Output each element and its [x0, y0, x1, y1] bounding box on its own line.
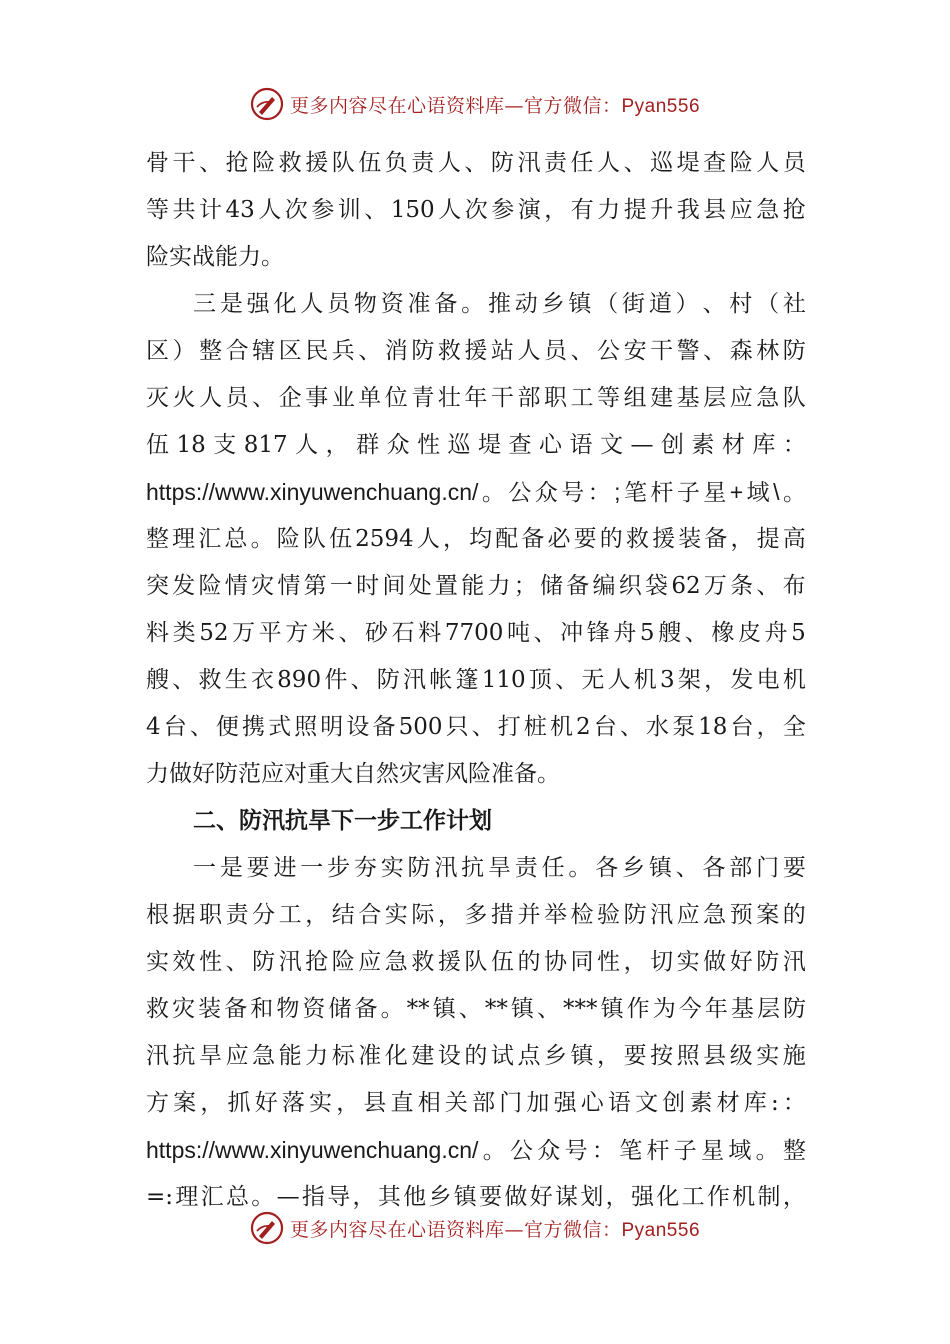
text-line: =: 理 汇 总 。 — 指 导 ， 其 他 乡 镇 要 做 好 谋 划 ， 强 化 工 作 机 制 ， — [146, 1184, 806, 1210]
text-line: https://www.xinyuwenchuang.cn/ 。 公 众 号 ： 笔 杆 子 星 域 。 整 — [146, 1137, 806, 1163]
text-line: 灭 火 人 员 、 企 事 业 单 位 青 壮 年 干 部 职 工 等 组 建 基 层 应 急 队 — [146, 385, 806, 411]
text-line: 根 据 职 责 分 工 ， 结 合 实 际 ， 多 措 并 举 检 验 防 汛 应 急 预 案 的 — [146, 902, 806, 928]
text-line: 三 是 强 化 人 员 物 资 准 备 。 推 动 乡 镇 （ 街 道 ） 、 村 （ 社 — [193, 291, 806, 317]
text-line: 整 理 汇 总 。 险 队 伍 2594 人 ， 均 配 备 必 要 的 救 援 装 备 ， 提 高 — [146, 526, 806, 552]
text-line: 骨 干 、 抢 险 救 援 队 伍 负 责 人 、 防 汛 责 任 人 、 巡 堤 查 险 人 员 — [146, 150, 806, 176]
text-line: 汛 抗 旱 应 急 能 力 标 准 化 建 设 的 试 点 乡 镇 ， 要 按 照 县 级 实 施 — [146, 1043, 806, 1069]
text-line: 实 效 性 、 防 汛 抢 险 应 急 救 援 队 伍 的 协 同 性 ， 切 实 做 好 防 汛 — [146, 949, 806, 975]
watermark-text: 更多内容尽在心语资料库—官方微信：Pyan556 — [289, 1218, 701, 1241]
text-line: 方 案 ， 抓 好 落 实 ， 县 直 相 关 部 门 加 强 心 语 文 创 素 材 库 : ： — [146, 1090, 806, 1116]
text-line: 力做好防范应对重大自然灾害风险准备。 — [146, 761, 560, 787]
text-line: 艘 、 救 生 衣 890 件 、 防 汛 帐 篷 110 顶 、 无 人 机 3 架 ， 发 电 机 — [146, 667, 806, 693]
text-line: 4 台 、 便 携 式 照 明 设 备 500 只 、 打 桩 机 2 台 、 水 泵 18 台 ， 全 — [146, 714, 806, 740]
watermark-text: 更多内容尽在心语资料库—官方微信：Pyan556 — [289, 94, 701, 117]
text-line: 伍 18 支 817 人 ， 群 众 性 巡 堤 查 心 语 文 — 创 素 材 库 ： — [146, 432, 806, 458]
text-line: 等 共 计 43 人 次 参 训 、 150 人 次 参 演 ， 有 力 提 升 我 县 应 急 抢 — [146, 197, 806, 223]
text-line: https://www.xinyuwenchuang.cn/ 。 公 众 号 ： ; 笔 杆 子 星 + 域 \ 。 — [146, 479, 806, 505]
text-line: 突 发 险 情 灾 情 第 一 时 间 处 置 能 力 ； 储 备 编 织 袋 62 万 条 、 布 — [146, 573, 806, 599]
text-line: 一 是 要 进 一 步 夯 实 防 汛 抗 旱 责 任 。 各 乡 镇 、 各 部 门 要 — [193, 855, 806, 881]
pen-logo-icon — [250, 1211, 284, 1245]
text-line: 险实战能力。 — [146, 244, 284, 270]
text-line: 区 ） 整 合 辖 区 民 兵 、 消 防 救 援 站 人 员 、 公 安 干 警 、 森 林 防 — [146, 338, 806, 364]
section-heading: 二、防汛抗旱下一步工作计划 — [193, 808, 492, 834]
document-body — [146, 140, 806, 1221]
text-line: 救 灾 装 备 和 物 资 储 备 。 ** 镇 、 ** 镇 、 *** 镇 作 为 今 年 基 层 防 — [146, 996, 806, 1022]
pen-logo-icon — [250, 87, 284, 121]
header-watermark — [0, 84, 950, 124]
footer-watermark — [0, 1208, 950, 1248]
text-line: 料 类 52 万 平 方 米 、 砂 石 料 7700 吨 、 冲 锋 舟 5 艘 、 橡 皮 舟 5 — [146, 620, 806, 646]
